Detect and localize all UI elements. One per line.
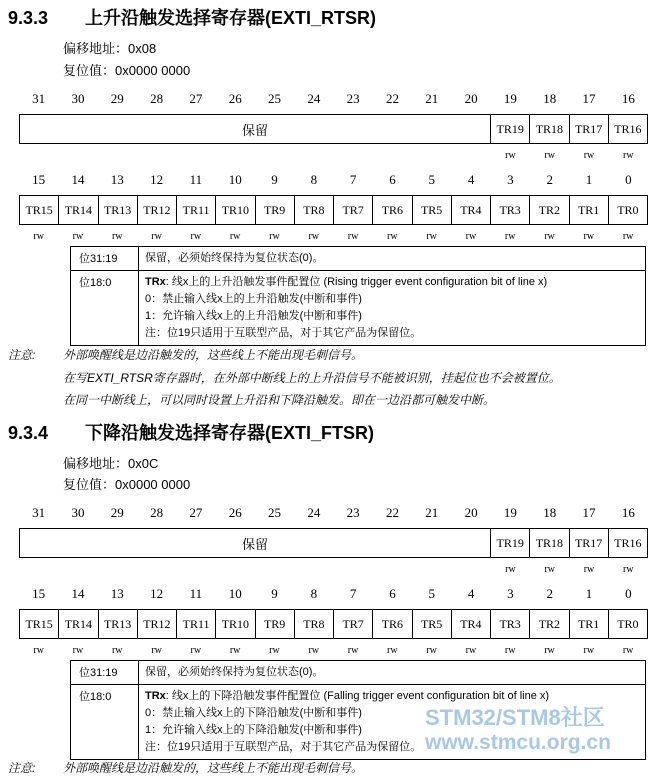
bit-number: 11 [189,172,203,187]
bit-number: 27 [189,505,203,520]
bit-field: TR3 [491,610,530,638]
bit-number: 5 [428,586,436,601]
description-line: 1：允许输入线x上的下降沿触发(中断和事件) [145,724,362,736]
bit-number: 19 [503,91,517,106]
bit-number: 8 [310,586,318,601]
bit-number: 10 [228,586,242,601]
section-heading [8,4,376,30]
bit-number: 2 [546,172,553,187]
bit-number: 27 [189,91,203,106]
bit-field: TR6 [373,610,412,638]
access-type: rw [347,231,359,242]
section-number: 9.3.4 [8,423,49,443]
access-type: rw [583,231,595,242]
bit-field: TR5 [413,196,452,224]
access-type: rw [623,150,634,161]
access-type: rw [544,564,555,575]
bit-field: TR9 [256,196,295,224]
bit-number: 15 [32,586,46,601]
bit-number: 21 [425,505,439,520]
bit-field: TR0 [609,610,648,638]
bit-number: 7 [349,172,357,187]
bit-number: 31 [32,505,46,520]
access-type: rw [387,231,398,242]
access-type: rw [583,564,595,575]
access-low [19,231,648,242]
watermark-url: www.stmcu.org.cn [425,731,611,754]
field-name: TRx [145,276,166,288]
reset-value: 复位值：0x0000 0000 [63,63,191,78]
bit-field: TR15 [20,196,59,224]
access-type: rw [347,645,359,656]
bit-description-table [70,246,646,346]
bit-number: 13 [110,586,124,601]
bit-field: TR7 [334,196,373,224]
bit-field: TR2 [530,610,569,638]
description-row [71,247,645,271]
access-type: rw [229,645,241,656]
description-line: : 线x上的上升沿触发事件配置位 (Rising trigger event configuration bit of line x) [165,276,548,288]
bit-number: 3 [507,586,514,601]
note-line: 外部唤醒线是边沿触发的，这些线上不能出现毛刺信号。 [63,761,364,775]
bit-number: 28 [150,91,164,106]
note-line: 外部唤醒线是边沿触发的，这些线上不能出现毛刺信号。 [63,348,364,362]
bit-number: 9 [271,172,278,187]
bit-number: 25 [268,91,282,106]
section-heading [8,419,374,445]
access-type: rw [583,645,595,656]
bit-number: 16 [621,91,635,106]
access-type: rw [269,231,280,242]
section-number: 9.3.3 [8,8,49,28]
bit-number: 16 [621,505,635,520]
bit-number: 12 [150,586,164,601]
access-type: rw [151,231,162,242]
bit-field: TR14 [59,610,98,638]
description-line: 注：位19只适用于互联型产品，对于其它产品为保留位。 [145,741,422,753]
bit-number: 1 [585,172,593,187]
note-label: 注意: [8,348,36,362]
offset-address: 偏移地址：0x0C [63,456,159,471]
description-line: 保留，必须始终保持为复位状态(0)。 [145,252,324,264]
bit-number: 20 [464,505,478,520]
bit-number: 6 [389,172,396,187]
access-type: rw [465,231,477,242]
section-title: 下降沿触发选择寄存器(EXTI_FTSR) [85,423,375,443]
access-type: rw [622,645,634,656]
bit-field: TR15 [20,610,59,638]
bit-number: 14 [71,586,85,601]
bit-range: 位18:0 [71,685,139,759]
register-high-row [19,114,648,144]
access-high [19,564,663,575]
description-line: 0：禁止输入线x上的上升沿触发(中断和事件) [145,293,362,305]
bit-field: TR5 [413,610,452,638]
access-type: rw [190,231,202,242]
bit-field: TR1 [570,610,609,638]
access-type: rw [544,150,555,161]
bit-field: TR18 [530,529,569,557]
bit-number: 13 [110,172,124,187]
bit-field: TR4 [452,610,491,638]
bit-number: 31 [32,91,46,106]
bit-field: TR4 [452,196,491,224]
bit-number: 25 [268,505,282,520]
access-type: rw [426,231,437,242]
bit-field: TR12 [138,610,177,638]
bit-number: 17 [582,505,596,520]
bit-field: TR2 [530,196,569,224]
bit-field: TR0 [609,196,648,224]
bit-field: TR1 [570,196,609,224]
access-type: rw [111,645,123,656]
bit-number: 0 [625,586,632,601]
access-low [19,645,648,656]
access-type: rw [504,645,516,656]
bit-numbers-low [19,172,648,188]
field-name: TRx [145,690,166,702]
bit-field: TR11 [177,196,216,224]
bit-number: 6 [389,586,396,601]
bit-number: 4 [467,586,475,601]
bit-range: 位18:0 [71,271,139,345]
bit-number: 26 [228,505,242,520]
bit-field: TR17 [570,529,609,557]
watermark-title: STM32/STM8社区 [425,705,605,730]
access-type: rw [505,564,516,575]
bit-numbers-high [19,505,648,521]
bit-number: 22 [385,91,399,106]
bit-field: TR11 [177,610,216,638]
bit-number: 17 [582,91,596,106]
bit-number: 29 [110,91,124,106]
bit-field: TR10 [216,196,255,224]
access-type: rw [504,231,516,242]
description-row [71,661,645,685]
bit-number: 18 [543,505,557,520]
bit-number: 9 [271,586,278,601]
bit-field: TR18 [530,115,569,143]
description-line: 1：允许输入线x上的上升沿触发(中断和事件) [145,310,362,322]
bit-number: 23 [346,91,360,106]
bit-range: 位31:19 [71,661,139,684]
reserved-field: 保留 [20,115,491,143]
bit-field: TR9 [256,610,295,638]
note-block [8,346,363,363]
access-type: rw [190,645,202,656]
bit-field: TR19 [491,115,530,143]
bit-number: 3 [507,172,514,187]
note-line: 在写EXTI_RTSR寄存器时，在外部中断线上的上升沿信号不能被识别，挂起位也不会被置位。 [63,371,561,385]
offset-address: 偏移地址：0x08 [63,41,157,56]
register-low-row [19,195,648,225]
bit-number: 18 [543,91,557,106]
access-type: rw [151,645,162,656]
access-type: rw [33,231,44,242]
bit-number: 14 [71,172,85,187]
bit-field: TR19 [491,529,530,557]
access-type: rw [72,645,84,656]
note-label: 注意: [8,761,36,775]
bit-field: TR10 [216,610,255,638]
bit-number: 15 [32,172,46,187]
access-type: rw [72,231,84,242]
bit-number: 19 [503,505,517,520]
bit-number: 30 [71,91,85,106]
access-type: rw [544,645,555,656]
access-type: rw [583,150,595,161]
register-high-row [19,528,648,558]
bit-number: 20 [464,91,478,106]
access-type: rw [426,645,437,656]
bit-field: TR16 [609,115,648,143]
access-type: rw [308,645,319,656]
access-type: rw [465,645,477,656]
bit-number: 0 [625,172,632,187]
bit-number: 23 [346,505,360,520]
bit-number: 21 [425,91,439,106]
bit-number: 29 [110,505,124,520]
section-title: 上升沿触发选择寄存器(EXTI_RTSR) [85,8,377,28]
bit-field: TR13 [99,196,138,224]
access-type: rw [544,231,555,242]
access-type: rw [505,150,516,161]
access-high [19,150,663,161]
bit-number: 24 [307,91,321,106]
bit-number: 11 [189,586,203,601]
access-type: rw [308,231,319,242]
bit-field: TR3 [491,196,530,224]
bit-number: 10 [228,172,242,187]
note-block [8,759,363,776]
bit-number: 4 [467,172,475,187]
bit-field: TR17 [570,115,609,143]
bit-range: 位31:19 [71,247,139,270]
access-type: rw [622,231,634,242]
bit-field: TR8 [295,610,334,638]
access-type: rw [387,645,398,656]
bit-field: TR12 [138,196,177,224]
bit-number: 22 [385,505,399,520]
bit-number: 12 [150,172,164,187]
access-type: rw [269,645,280,656]
bit-number: 7 [349,586,357,601]
access-type: rw [229,231,241,242]
bit-field: TR7 [334,610,373,638]
bit-field: TR16 [609,529,648,557]
description-line: 0：禁止输入线x上的下降沿触发(中断和事件) [145,707,362,719]
bit-field: TR8 [295,196,334,224]
watermark [425,705,611,755]
bit-number: 30 [71,505,85,520]
note-line: 在同一中断线上，可以同时设置上升沿和下降沿触发。即在一边沿都可触发中断。 [63,393,496,407]
bit-number: 24 [307,505,321,520]
bit-field: TR13 [99,610,138,638]
bit-number: 26 [228,91,242,106]
reset-value: 复位值：0x0000 0000 [63,477,191,492]
reserved-field: 保留 [20,529,491,557]
register-low-row [19,609,648,639]
description-line: 注：位19只适用于互联型产品，对于其它产品为保留位。 [145,327,422,339]
bit-numbers-low [19,586,648,602]
bit-number: 8 [310,172,318,187]
access-type: rw [33,645,44,656]
bit-field: TR14 [59,196,98,224]
description-line: : 线x上的下降沿触发事件配置位 (Falling trigger event configuration bit of line x) [165,690,550,702]
access-type: rw [623,564,634,575]
bit-numbers-high [19,91,648,107]
bit-number: 2 [546,586,553,601]
bit-field: TR6 [373,196,412,224]
description-line: 保留，必须始终保持为复位状态(0)。 [145,666,324,678]
access-type: rw [111,231,123,242]
bit-number: 1 [585,586,593,601]
bit-number: 28 [150,505,164,520]
description-row [71,271,645,345]
bit-number: 5 [428,172,436,187]
